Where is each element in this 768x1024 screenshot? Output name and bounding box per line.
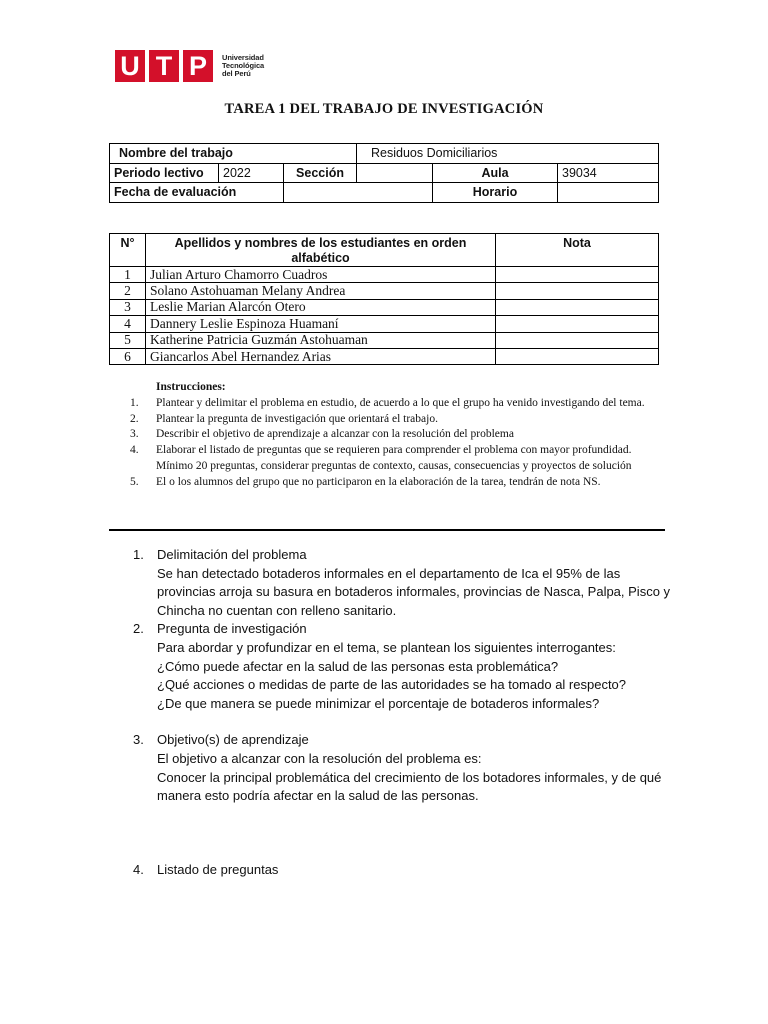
item-text: Elaborar el listado de preguntas que se requieren para comprender el problema con mayor profundidad. Mínimo 20 preguntas, considerar preguntas de contexto, causas, consecuencias y proyectos de solución (156, 444, 632, 472)
periodo-value: 2022 (219, 163, 284, 183)
section-paragraph: Se han detectado botaderos informales en el departamento de Ica el 95% de las provincias arroja su basura en botaderos informales, provincias de Nasca, Palpa, Pisco y Chincha no cuentan con relleno sanitario. (157, 565, 671, 618)
table-row (110, 348, 659, 364)
logo-letter-p: P (183, 50, 213, 82)
document-title: TAREA 1 DEL TRABAJO DE INVESTIGACIÓN (224, 101, 544, 117)
list-item (130, 443, 665, 475)
logo-text-line: Universidad (222, 53, 264, 62)
logo-text-line: del Perú (222, 69, 251, 78)
fecha-value (284, 183, 433, 203)
header-grade: Nota (496, 234, 659, 267)
nombre-label: Nombre del trabajo (110, 144, 357, 164)
row-number: 2 (110, 283, 146, 299)
header-number: N° (110, 234, 146, 267)
section-heading: Objetivo(s) de aprendizaje (157, 732, 309, 748)
student-name: Dannery Leslie Espinoza Huamaní (146, 316, 496, 332)
fecha-label: Fecha de evaluación (110, 183, 284, 203)
row-number: 6 (110, 348, 146, 364)
list-item (130, 396, 665, 412)
table-row (110, 332, 659, 348)
aula-value: 39034 (558, 163, 659, 183)
seccion-label: Sección (284, 163, 357, 183)
student-grade (496, 267, 659, 283)
student-grade (496, 316, 659, 332)
section-paragraph: ¿Qué acciones o medidas de parte de las autoridades se ha tomado al respecto? (157, 677, 627, 693)
instructions-list (130, 396, 665, 491)
table-row (110, 267, 659, 283)
list-item (130, 427, 665, 443)
instructions (130, 380, 665, 491)
instructions-heading: Instrucciones: (156, 381, 226, 393)
item-number: 4. (130, 444, 139, 457)
student-grade (496, 283, 659, 299)
horizontal-divider (109, 529, 665, 531)
table-row (110, 299, 659, 315)
section-number: 2. (133, 621, 144, 637)
seccion-value (357, 163, 433, 183)
item-text: El o los alumnos del grupo que no participaron en la elaboración de la tarea, tendrán de nota NS. (156, 475, 601, 488)
section-heading: Delimitación del problema (157, 547, 307, 562)
row-number: 3 (110, 299, 146, 315)
item-text: Describir el objetivo de aprendizaje a alcanzar con la resolución del problema (156, 428, 514, 441)
section-pregunta (133, 620, 673, 713)
logo-text-line: Tecnológica (222, 61, 265, 70)
item-number: 5. (130, 475, 139, 488)
section-paragraph: ¿De que manera se puede minimizar el porcentaje de botaderos informales? (157, 695, 600, 711)
item-text: Plantear la pregunta de investigación que orientará el trabajo. (156, 412, 438, 425)
nombre-value: Residuos Domiciliarios (357, 144, 659, 164)
student-name: Julian Arturo Chamorro Cuadros (146, 267, 496, 283)
logo-text (222, 54, 264, 78)
student-name: Leslie Marian Alarcón Otero (146, 299, 496, 315)
section-heading: Listado de preguntas (157, 861, 279, 877)
document-body (133, 546, 673, 879)
item-number: 1. (130, 396, 139, 409)
student-name: Solano Astohuaman Melany Andrea (146, 283, 496, 299)
horario-value (558, 183, 659, 203)
item-number: 2. (130, 412, 139, 425)
row-number: 4 (110, 316, 146, 332)
section-delimitacion (133, 546, 673, 620)
table-row (110, 283, 659, 299)
section-paragraph: Para abordar y profundizar en el tema, se plantean los siguientes interrogantes: (157, 639, 616, 655)
list-item (130, 475, 665, 491)
student-grade (496, 299, 659, 315)
section-paragraph: Conocer la principal problemática del crecimiento de los botadores informales, y de qué manera esto podría afectar en la salud de las personas. (157, 769, 662, 804)
aula-label: Aula (433, 163, 558, 183)
student-name: Giancarlos Abel Hernandez Arias (146, 348, 496, 364)
utp-logo (115, 50, 264, 82)
section-number: 4. (133, 861, 144, 877)
list-item (130, 412, 665, 428)
table-row (110, 316, 659, 332)
section-objetivo (133, 731, 673, 805)
info-table (109, 143, 659, 203)
logo-letter-u: U (115, 50, 145, 82)
periodo-label: Periodo lectivo (110, 163, 219, 183)
row-number: 1 (110, 267, 146, 283)
item-text: Plantear y delimitar el problema en estudio, de acuerdo a lo que el grupo ha venido investigando del tema. (156, 396, 645, 409)
row-number: 5 (110, 332, 146, 348)
section-paragraph: El objetivo a alcanzar con la resolución del problema es: (157, 750, 482, 766)
header-names: Apellidos y nombres de los estudiantes en orden alfabético (146, 234, 496, 267)
section-paragraph: ¿Cómo puede afectar en la salud de las personas esta problemática? (157, 658, 559, 674)
students-table (109, 233, 659, 365)
logo-letter-t: T (149, 50, 179, 82)
item-number: 3. (130, 428, 139, 441)
section-number: 3. (133, 732, 144, 748)
section-listado (133, 861, 673, 880)
horario-label: Horario (433, 183, 558, 203)
student-grade (496, 332, 659, 348)
section-heading: Pregunta de investigación (157, 621, 307, 637)
section-number: 1. (133, 547, 144, 562)
student-grade (496, 348, 659, 364)
student-name: Katherine Patricia Guzmán Astohuaman (146, 332, 496, 348)
